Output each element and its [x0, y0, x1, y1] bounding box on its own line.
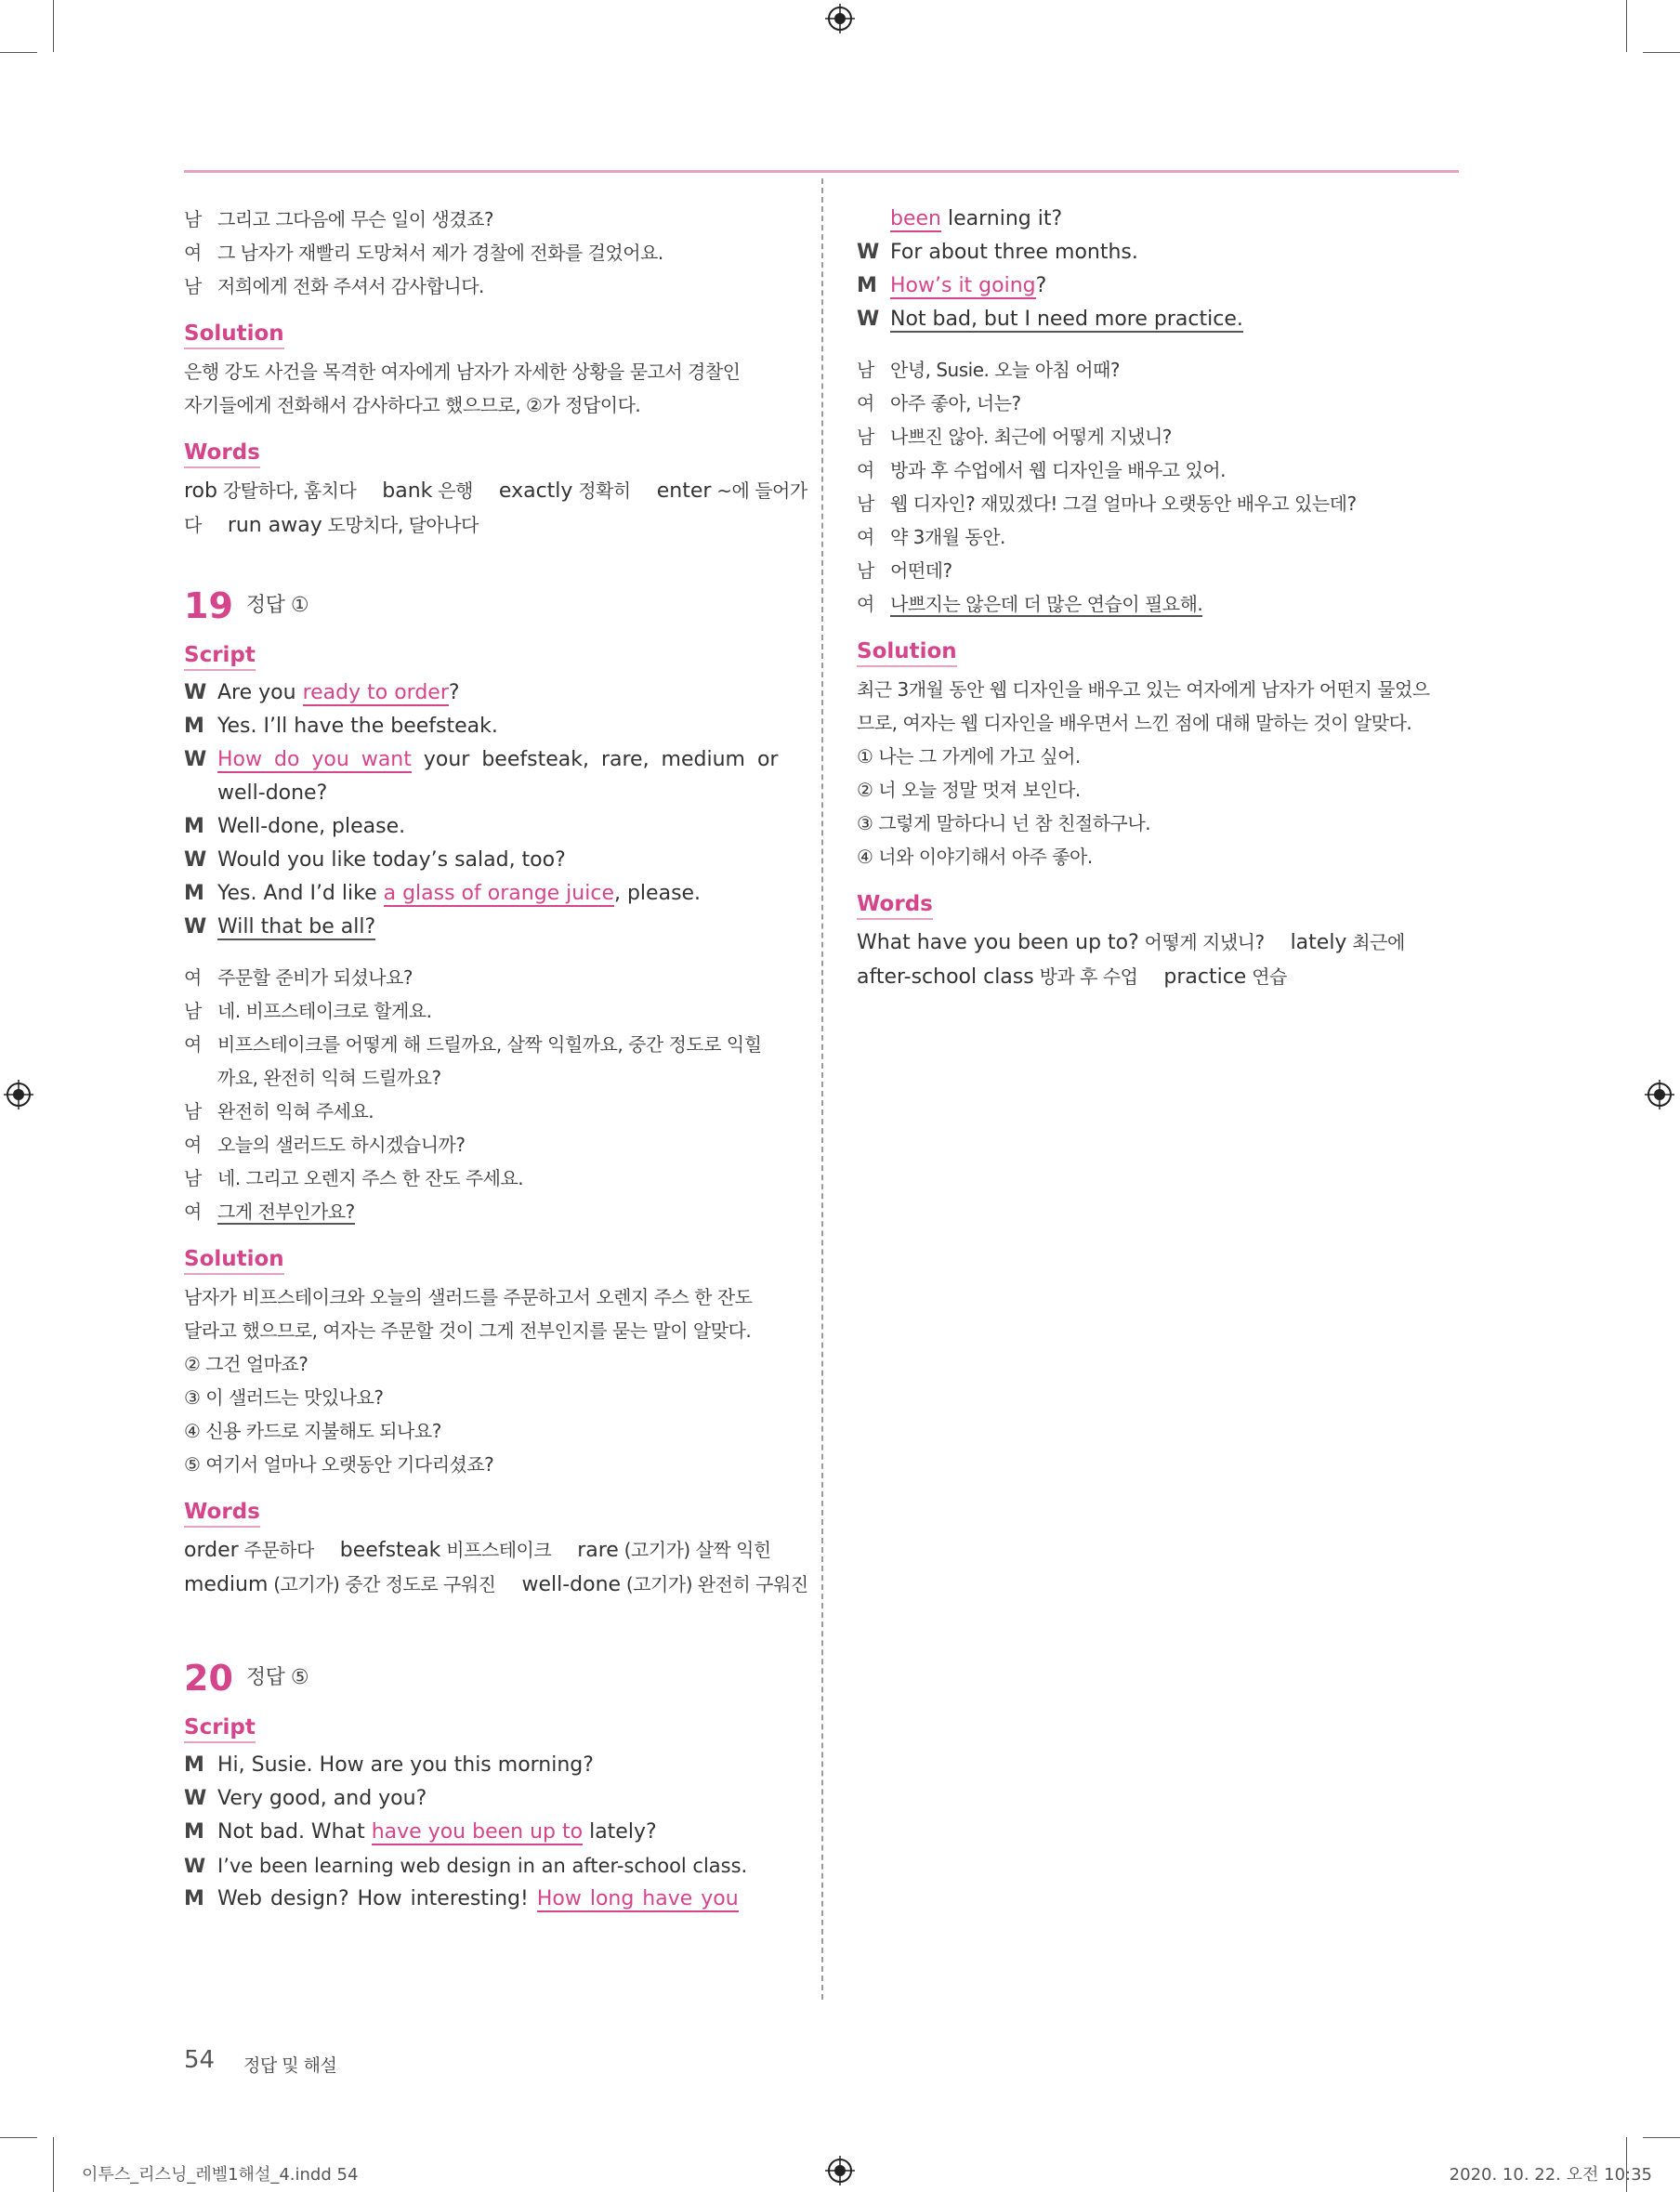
translation-line: 여 오늘의 샐러드도 하시겠습니까?: [184, 1134, 466, 1156]
solution-text: 달라고 했으므로, 여자는 주문할 것이 그게 전부인지를 묻는 말이 알맞다.: [184, 1319, 752, 1342]
question-header: [184, 1658, 786, 1708]
solution-option: ④ 신용 카드로 지불해도 되나요?: [184, 1420, 441, 1442]
translation-line: 남 웹 디자인? 재밌겠다! 그걸 얼마나 오랫동안 배우고 있는데?: [857, 492, 1357, 515]
script-line: well-done?: [217, 781, 328, 805]
translation-line: 남 어떤데?: [857, 559, 952, 582]
header-rule: [184, 170, 1459, 173]
solution-option: ③ 이 샐러드는 맛있나요?: [184, 1386, 384, 1409]
print-slug-right: 2020. 10. 22. 오전 10:35: [1449, 2165, 1652, 2185]
script-heading: Script: [184, 1713, 256, 1743]
words-heading: Words: [184, 439, 260, 468]
solution-heading: Solution: [857, 637, 957, 667]
crop-mark: [53, 2137, 54, 2192]
words-line: rob 강탈하다, 훔치다 bank 은행 exactly 정확히 enter ~에 들어가: [184, 479, 807, 503]
answer-label: 정답 ⑤: [245, 1666, 309, 1689]
translation-line: 남 나쁘진 않아. 최근에 어떻게 지냈니?: [857, 426, 1172, 448]
registration-mark-icon: [825, 4, 855, 33]
registration-mark-icon: [825, 2156, 855, 2185]
solution-heading: Solution: [184, 1245, 284, 1275]
words-line: after-school class 방과 후 수업 practice 연습: [857, 965, 1287, 989]
dialog-line: 여 그 남자가 재빨리 도망쳐서 제가 경찰에 전화를 걸었어요.: [184, 242, 663, 264]
dialog-line: 남 저희에게 전화 주셔서 감사합니다.: [184, 275, 484, 297]
words-line: 다 run away 도망치다, 달아나다: [184, 514, 479, 537]
question-number: 19: [184, 585, 233, 626]
script-line: W I’ve been learning web design in an after-school class.: [184, 1855, 748, 1877]
words-line: medium (고기가) 중간 정도로 구워진 well-done (고기가) 완전히 구워진: [184, 1573, 808, 1596]
solution-text: 은행 강도 사건을 목격한 여자에게 남자가 자세한 상황을 묻고서 경찰인: [184, 361, 741, 383]
words-heading: Words: [857, 890, 933, 920]
translation-line: 여 비프스테이크를 어떻게 해 드릴까요, 살짝 익힐까요, 중간 정도로 익힐: [184, 1033, 762, 1056]
translation-line: 남 안녕, Susie. 오늘 아침 어때?: [857, 359, 1120, 381]
script-line: W Would you like today’s salad, too?: [184, 848, 566, 872]
solution-text: 므로, 여자는 웹 디자인을 배우면서 느낀 점에 대해 말하는 것이 알맞다.: [857, 712, 1412, 734]
solution-text: 자기들에게 전화해서 감사하다고 했으므로, ②가 정답이다.: [184, 394, 641, 416]
question-header: [184, 585, 786, 636]
script-line: W Will that be all?: [184, 915, 376, 938]
script-line: M Not bad. What have you been up to lately?: [184, 1820, 657, 1844]
registration-mark-icon: [4, 1080, 33, 1109]
script-line: M Web design? How interesting! How long have you: [184, 1887, 739, 1910]
translation-line: 남 네. 비프스테이크로 할게요.: [184, 1000, 432, 1022]
translation-line: 까요, 완전히 익혀 드릴까요?: [217, 1067, 441, 1089]
solution-heading: Solution: [184, 320, 284, 349]
script-heading: Script: [184, 641, 256, 671]
script-line: W Not bad, but I need more practice.: [857, 308, 1243, 331]
translation-line: 남 완전히 익혀 주세요.: [184, 1100, 374, 1122]
script-line: W How do you want your beefsteak, rare, medium or: [184, 748, 779, 771]
crop-mark: [1643, 52, 1680, 53]
solution-option: ① 나는 그 가게에 가고 싶어.: [857, 745, 1081, 768]
crop-mark: [0, 52, 37, 53]
translation-line: 남 네. 그리고 오렌지 주스 한 잔도 주세요.: [184, 1167, 524, 1189]
script-line: M Yes. I’ll have the beefsteak.: [184, 715, 498, 738]
translation-line: 여 나쁘지는 않은데 더 많은 연습이 필요해.: [857, 593, 1203, 615]
translation-line: 여 그게 전부인가요?: [184, 1201, 355, 1223]
script-line: W For about three months.: [857, 241, 1138, 264]
solution-text: 남자가 비프스테이크와 오늘의 샐러드를 주문하고서 오렌지 주스 한 잔도: [184, 1286, 753, 1308]
answer-label: 정답 ①: [245, 594, 309, 617]
translation-line: 여 주문할 준비가 되셨나요?: [184, 966, 413, 989]
crop-mark: [1643, 2137, 1680, 2138]
crop-mark: [1626, 0, 1627, 52]
solution-option: ④ 너와 이야기해서 아주 좋아.: [857, 846, 1093, 868]
print-slug-left: 이투스_리스닝_레벨1해설_4.indd 54: [82, 2165, 359, 2185]
translation-line: 여 방과 후 수업에서 웹 디자인을 배우고 있어.: [857, 459, 1226, 481]
script-line: been learning it?: [890, 207, 1063, 230]
words-line: What have you been up to? 어떻게 지냈니? lately 최근에: [857, 931, 1405, 954]
crop-mark: [0, 2137, 37, 2138]
script-line: M Yes. And I’d like a glass of orange juice, please.: [184, 882, 702, 905]
script-line: W Are you ready to order?: [184, 681, 460, 704]
dialog-line: 남 그리고 그다음에 무슨 일이 생겼죠?: [184, 208, 494, 230]
right-column: [857, 203, 1459, 994]
crop-mark: [53, 0, 54, 52]
registration-mark-icon: [1645, 1080, 1674, 1109]
script-line: W Very good, and you?: [184, 1787, 427, 1810]
solution-option: ③ 그렇게 말하다니 넌 참 친절하구나.: [857, 812, 1151, 834]
words-heading: Words: [184, 1498, 260, 1528]
script-line: M How’s it going?: [857, 274, 1047, 297]
page-footer-title: 정답 및 해설: [243, 2055, 337, 2076]
solution-text: 최근 3개월 동안 웹 디자인을 배우고 있는 여자에게 남자가 어떤지 물었으: [857, 678, 1430, 701]
translation-line: 여 약 3개월 동안.: [857, 526, 1005, 548]
translation-line: 여 아주 좋아, 너는?: [857, 392, 1021, 414]
question-number: 20: [184, 1658, 233, 1699]
solution-option: ⑤ 여기서 얼마나 오랫동안 기다리셨죠?: [184, 1453, 494, 1476]
column-divider: [821, 178, 823, 2000]
solution-option: ② 너 오늘 정말 멋져 보인다.: [857, 779, 1081, 801]
script-line: M Hi, Susie. How are you this morning?: [184, 1753, 594, 1777]
page-number: 54: [184, 2046, 216, 2074]
left-column: [184, 203, 808, 1916]
words-line: order 주문하다 beefsteak 비프스테이크 rare (고기가) 살짝 익힌: [184, 1539, 771, 1562]
solution-option: ② 그건 얼마죠?: [184, 1353, 308, 1375]
script-line: M Well-done, please.: [184, 815, 406, 838]
